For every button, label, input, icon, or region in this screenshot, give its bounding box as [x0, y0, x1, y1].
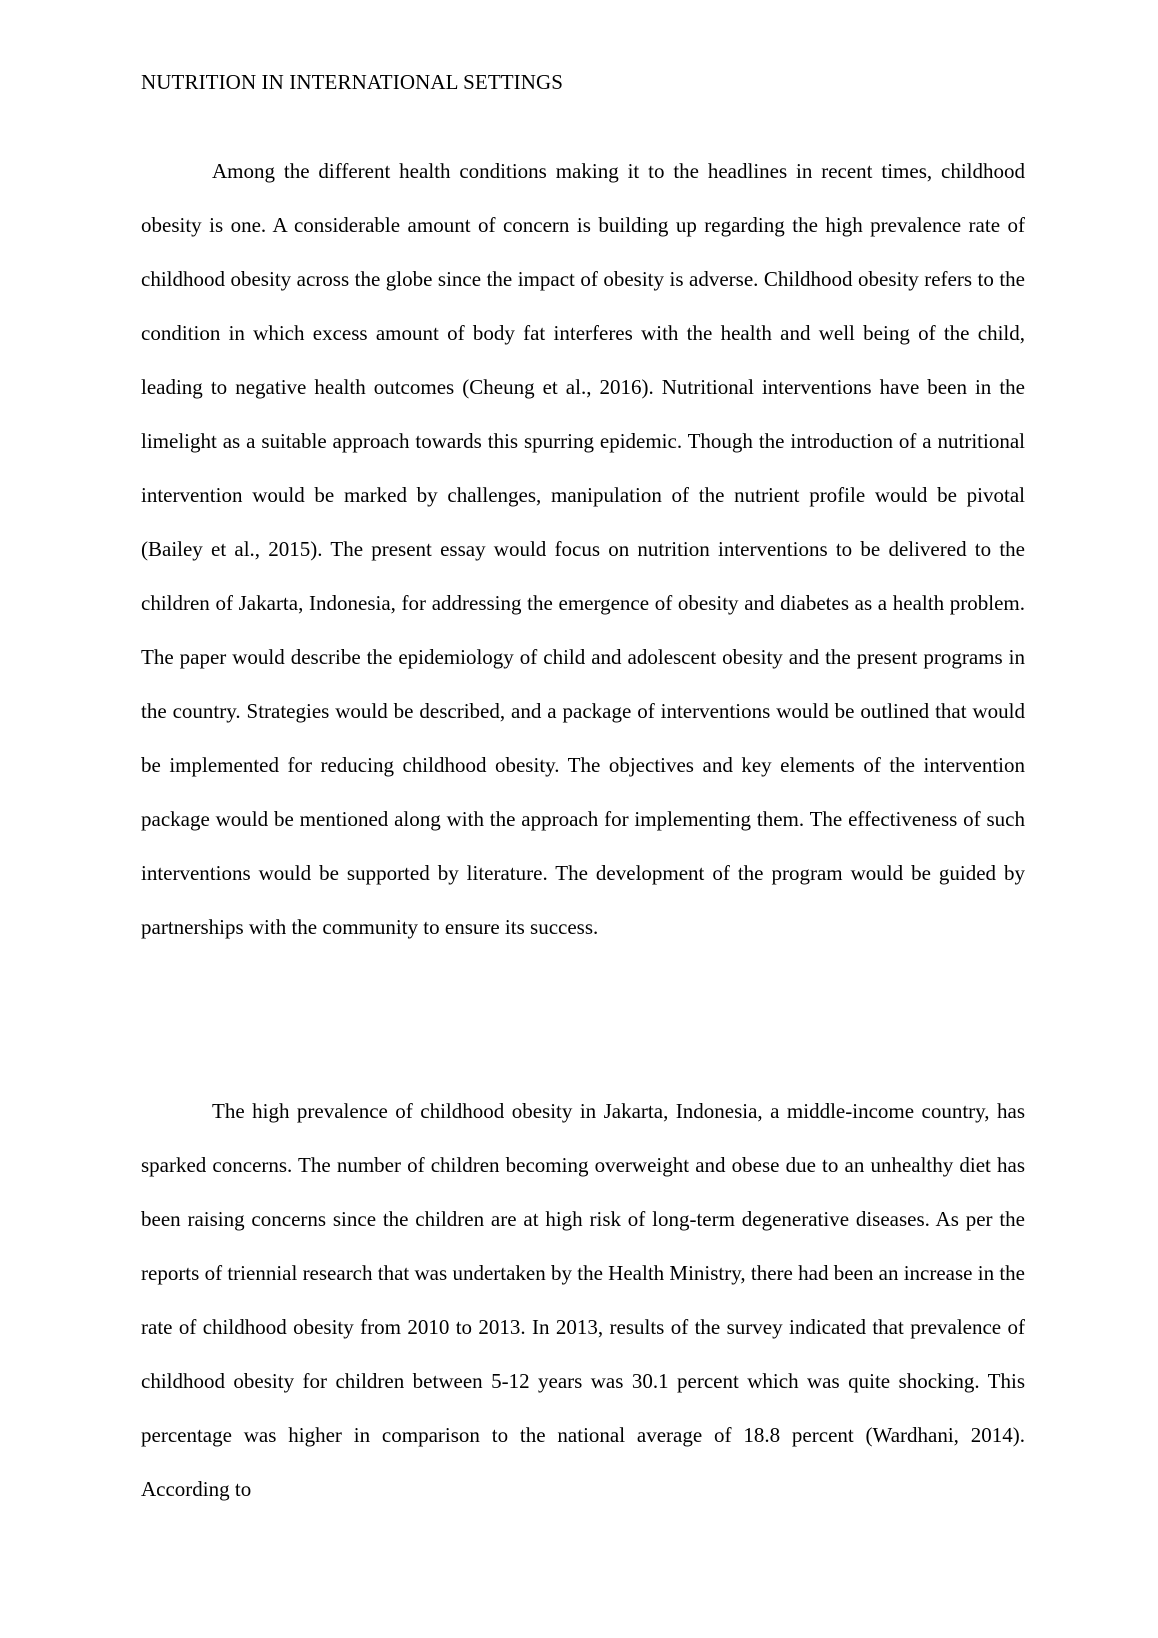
- body-paragraph-introduction: Among the different health conditions making it to the headlines in recent times, childhood obesity is one. A considerable amount of concern is building up regarding the high prevalence rate of childhood obesity across the globe since the impact of obesity is adverse. Childhood obesity refers to the condition in which excess amount of body fat interferes with the health and well being of the child, leading to negative health outcomes (Cheung et al., 2016). Nutritional interventions have been in the limelight as a suitable approach towards this spurring epidemic. Though the introduction of a nutritional intervention would be marked by challenges, manipulation of the nutrient profile would be pivotal (Bailey et al., 2015). The present essay would focus on nutrition interventions to be delivered to the children of Jakarta, Indonesia, for addressing the emergence of obesity and diabetes as a health problem. The paper would describe the epidemiology of child and adolescent obesity and the present programs in the country. Strategies would be described, and a package of interventions would be outlined that would be implemented for reducing childhood obesity. The objectives and key elements of the intervention package would be mentioned along with the approach for implementing them. The effectiveness of such interventions would be supported by literature. The development of the program would be guided by partnerships with the community to ensure its success.: [141, 159, 1025, 939]
- running-head: NUTRITION IN INTERNATIONAL SETTINGS: [141, 70, 564, 94]
- body-paragraph-prevalence: The high prevalence of childhood obesity in Jakarta, Indonesia, a middle-income country, has sparked concerns. The number of children becoming overweight and obese due to an unhealthy diet has been raising concerns since the children are at high risk of long-term degenerative diseases. As per the reports of triennial research that was undertaken by the Health Ministry, there had been an increase in the rate of childhood obesity from 2010 to 2013. In 2013, results of the survey indicated that prevalence of childhood obesity for children between 5-12 years was 30.1 percent which was quite shocking. This percentage was higher in comparison to the national average of 18.8 percent (Wardhani, 2014). According to: [141, 1099, 1025, 1501]
